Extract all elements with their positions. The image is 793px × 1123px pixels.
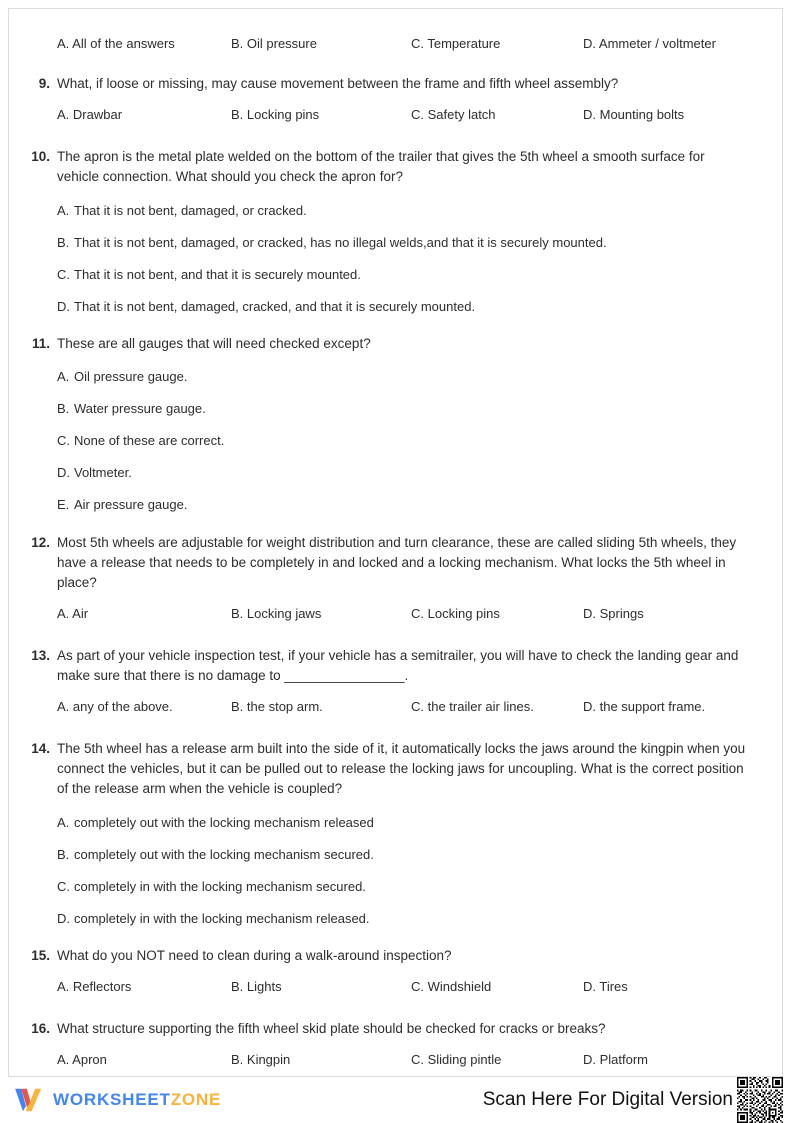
answer-label: D. [57, 465, 70, 480]
answer-text: completely out with the locking mechanism released [74, 815, 374, 830]
answer-option[interactable] [9, 845, 782, 865]
question-number: 14. [31, 741, 50, 756]
answer-option[interactable]: A. Air [57, 606, 89, 621]
question-number: 9. [38, 76, 50, 91]
answer-text: completely out with the locking mechanism secured. [74, 847, 374, 862]
question-text: The 5th wheel has a release arm built into the side of it, it automatically locks the jaws around the kingpin when you connect the vehicles, but it can be pulled out to release the locking jaws for uncoupling. What is the correct position of the release arm when the vehicle is coupled? [57, 741, 746, 796]
answer-option[interactable] [9, 399, 782, 419]
answer-label: B. [57, 401, 70, 416]
answer-text: Water pressure gauge. [74, 401, 206, 416]
answer-label: B. [57, 847, 70, 862]
answers-row-13 [9, 697, 782, 717]
question-number: 16. [31, 1021, 50, 1036]
answer-option[interactable] [9, 463, 782, 483]
answers-stack-10 [9, 201, 782, 317]
answer-option[interactable]: D. Platform [583, 1052, 649, 1067]
question-block-15 [9, 946, 782, 966]
question-number: 10. [31, 149, 50, 164]
answer-option[interactable]: D. the support frame. [583, 699, 706, 714]
answers-row-9 [9, 105, 782, 125]
answer-option[interactable]: D. Mounting bolts [583, 107, 685, 122]
answer-option[interactable] [9, 233, 782, 253]
answer-label: E. [57, 497, 70, 512]
worksheet-zone-logo[interactable] [14, 1087, 221, 1113]
question-text: The apron is the metal plate welded on the bottom of the trailer that gives the 5th wheel a smooth surface for vehicle connection. What should you check the apron for? [57, 149, 705, 184]
answer-option[interactable] [9, 877, 782, 897]
answer-option[interactable] [9, 297, 782, 317]
answer-option[interactable] [9, 495, 782, 515]
answer-option[interactable]: B. the stop arm. [231, 699, 323, 714]
answer-option[interactable] [9, 367, 782, 387]
brand-secondary: ZONE [170, 1090, 222, 1109]
answers-row-12 [9, 604, 782, 624]
answer-option[interactable]: A. any of the above. [57, 699, 173, 714]
w-logo-icon [14, 1087, 44, 1113]
answer-option[interactable]: A. All of the answers [57, 36, 175, 51]
answer-label: D. [57, 911, 70, 926]
question-number: 15. [31, 948, 50, 963]
answer-option[interactable]: C. Locking pins [411, 606, 500, 621]
answer-text: None of these are correct. [74, 433, 225, 448]
qr-code-icon[interactable] [737, 1077, 783, 1123]
answer-option[interactable] [9, 431, 782, 451]
question-block-10 [9, 147, 782, 187]
question-text: These are all gauges that will need checked except? [57, 336, 371, 351]
answer-option[interactable]: D. Ammeter / voltmeter [583, 36, 716, 51]
answer-option[interactable]: A. Apron [57, 1052, 107, 1067]
answer-label: B. [57, 235, 70, 250]
answers-row-16 [9, 1050, 782, 1070]
brand-wordmark [53, 1090, 221, 1110]
answer-text: Voltmeter. [74, 465, 132, 480]
answer-option[interactable] [9, 909, 782, 929]
answers-row-top [9, 34, 782, 54]
answers-stack-14 [9, 813, 782, 929]
answer-text: That it is not bent, damaged, cracked, and that it is securely mounted. [74, 299, 476, 314]
question-number: 13. [31, 648, 50, 663]
scan-section[interactable] [483, 1077, 783, 1123]
answer-option[interactable]: C. Windshield [411, 979, 492, 994]
answer-label: A. [57, 369, 70, 384]
answer-option[interactable]: B. Locking jaws [231, 606, 322, 621]
answer-option[interactable]: C. Temperature [411, 36, 501, 51]
answer-option[interactable]: B. Kingpin [231, 1052, 291, 1067]
answer-option[interactable] [9, 201, 782, 221]
question-number: 11. [31, 336, 50, 351]
answer-option[interactable]: C. Safety latch [411, 107, 496, 122]
answers-row-15 [9, 977, 782, 997]
answer-text: That it is not bent, damaged, or cracked, has no illegal welds,and that it is securely mounted. [74, 235, 607, 250]
question-text: As part of your vehicle inspection test, if your vehicle has a semitrailer, you will have to check the landing gear and make sure that there is no damage to ________________. [57, 648, 739, 683]
answer-option[interactable]: C. Sliding pintle [411, 1052, 502, 1067]
answer-option[interactable] [9, 813, 782, 833]
answer-text: Air pressure gauge. [74, 497, 188, 512]
answer-label: A. [57, 203, 70, 218]
answer-text: completely in with the locking mechanism released. [74, 911, 370, 926]
answer-text: completely in with the locking mechanism secured. [74, 879, 366, 894]
question-block-16 [9, 1019, 782, 1039]
brand-primary: WORKSHEET [53, 1090, 171, 1109]
question-block-11 [9, 334, 782, 354]
scan-label: Scan Here For Digital Version [482, 1089, 733, 1110]
answer-option[interactable]: B. Oil pressure [231, 36, 317, 51]
question-text: What, if loose or missing, may cause movement between the frame and fifth wheel assembly? [57, 76, 619, 91]
page-footer [0, 1078, 793, 1122]
answer-label: C. [57, 267, 70, 282]
question-text: Most 5th wheels are adjustable for weight distribution and turn clearance, these are called sliding 5th wheels, they have a release that needs to be completely in and locked and a locking mechanism. What locks the 5th wheel in place? [57, 535, 737, 590]
answer-option[interactable]: D. Tires [583, 979, 628, 994]
answers-stack-11 [9, 367, 782, 515]
question-number: 12. [31, 535, 50, 550]
question-block-13 [9, 646, 782, 686]
question-block-14 [9, 739, 782, 799]
worksheet-content [9, 9, 782, 1070]
answer-option[interactable]: A. Reflectors [57, 979, 132, 994]
answer-label: D. [57, 299, 70, 314]
answer-text: That it is not bent, damaged, or cracked. [74, 203, 307, 218]
answer-option[interactable] [9, 265, 782, 285]
answer-option[interactable]: C. the trailer air lines. [411, 699, 534, 714]
answer-text: Oil pressure gauge. [74, 369, 188, 384]
answer-option[interactable]: A. Drawbar [57, 107, 123, 122]
answer-text: That it is not bent, and that it is securely mounted. [74, 267, 361, 282]
answer-label: C. [57, 879, 70, 894]
question-text: What structure supporting the fifth wheel skid plate should be checked for cracks or breaks? [57, 1021, 606, 1036]
question-text: What do you NOT need to clean during a walk-around inspection? [57, 948, 452, 963]
answer-option[interactable]: D. Springs [583, 606, 644, 621]
question-block-9 [9, 74, 782, 94]
answer-option[interactable]: B. Locking pins [231, 107, 320, 122]
worksheet-page [8, 8, 783, 1077]
answer-label: A. [57, 815, 70, 830]
answer-label: C. [57, 433, 70, 448]
question-block-12 [9, 533, 782, 593]
answer-option[interactable]: B. Lights [231, 979, 282, 994]
